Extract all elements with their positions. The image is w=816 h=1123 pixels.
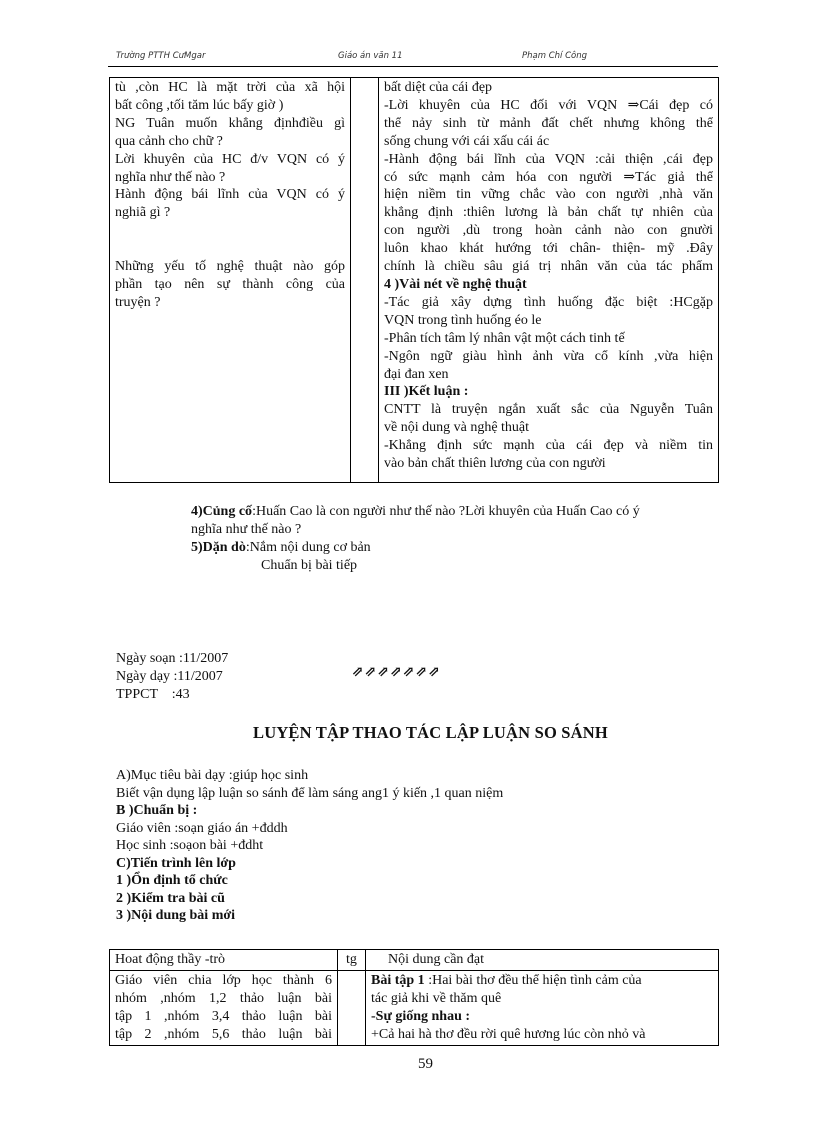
- table1-right-line: vào bản chất thiên lương của con người: [384, 456, 606, 472]
- exercise-title: Bài tập 1: [371, 972, 425, 988]
- table1-left-line: nghĩa như thế nào ?: [115, 169, 226, 185]
- consolidation-block: [191, 503, 721, 574]
- lesson-sections: [116, 767, 716, 925]
- table1-right-line: đại đan xen: [384, 366, 449, 382]
- table1-activity-cell: [110, 78, 351, 483]
- table1-right-line: VQN trong tình huống éo le: [384, 312, 542, 328]
- table1-right-line: khẳng định :thiên lương là bản chất tự nhiên của: [384, 205, 713, 221]
- consolidation-label: 4)Củng cố: [191, 504, 253, 519]
- table1-right-line: con người ,dù trong hoàn cảnh nào con gnười: [384, 223, 713, 239]
- consolidation-text: :Huấn Cao là con người như thế nào ?Lời khuyên của Huấn Cao có ý: [252, 504, 640, 519]
- table2-left-line: nhóm ,nhóm 1,2 thảo luận bài: [115, 990, 332, 1006]
- table1-right-line: CNTT là truyện ngắn xuất sắc của Nguyễn Tuân: [384, 402, 713, 418]
- table1-left-line: NG Tuân muốn khẳng địnhđiều gì: [115, 115, 345, 131]
- section-heading: 3 )Nội dung bài mới: [116, 908, 235, 923]
- table2-right-heading: -Sự giống nhau :: [371, 1008, 471, 1024]
- section-line: Học sinh :soạon bài +đdht: [116, 838, 264, 853]
- table2-left-line: tập 2 ,nhóm 5,6 thảo luận bài: [115, 1026, 332, 1042]
- table1-content-cell: [379, 78, 719, 483]
- table1-left-line: Lời khuyên của HC đ/v VQN có ý: [115, 151, 345, 167]
- table1-right-line: -Khẳng định sức mạnh của cái đẹp và niềm tin: [384, 438, 713, 454]
- table1-right-line: có sức mạnh cảm hóa con người ⇒Tác giả thể: [384, 169, 713, 185]
- table1-left-line: Những yếu tố nghệ thuật nào góp: [115, 259, 345, 275]
- header-rule: [108, 66, 718, 67]
- table1-left-line: phần tạo nên sự thành công của: [115, 276, 345, 292]
- table1-right-line: bất diệt của cái đẹp: [384, 80, 493, 95]
- homework-label: 5)Dặn dò: [191, 540, 246, 555]
- table2-left-line: Giáo viên chia lớp học thành 6: [115, 972, 332, 988]
- homework-text: :Nắm nội dung cơ bản: [245, 540, 371, 555]
- table1-right-line: -Phân tích tâm lý nhân vật một cách tinh tế: [384, 330, 625, 346]
- section-line: Biết vận dụng lập luận so sánh để làm sáng ang1 ý kiến ,1 quan niệm: [116, 785, 504, 801]
- section-heading: C)Tiến trình lên lớp: [116, 855, 236, 871]
- table1-right-line: sống chung với cái xấu cái ác: [384, 133, 550, 149]
- table1-right-line: -Hành động bái lĩnh của VQN :cải thiện ,cái đẹp: [384, 151, 713, 167]
- table1-right-line: -Lời khuyên của HC đối với VQN ⇒Cái đẹp có: [384, 97, 713, 113]
- table2-activity-cell: [110, 970, 338, 1045]
- table1-right-line: -Tác giả xây dựng tình huống đặc biệt :HCgặp: [384, 294, 713, 310]
- decorative-arrows: ⇗⇗⇗⇗⇗⇗⇗: [352, 665, 442, 680]
- table1-right-line: thể nảy sinh từ mảnh đất chết nhưng không thể: [384, 115, 713, 131]
- table1-left-line: qua cảnh cho chữ ?: [115, 133, 223, 149]
- table2-header-activity: Hoat động thầy -trò: [110, 950, 338, 971]
- lesson-table: [109, 949, 719, 1046]
- lesson-title: LUYỆN TẬP THAO TÁC LẬP LUẬN SO SÁNH: [253, 723, 608, 742]
- header-school: Trường PTTH CưMgar: [116, 51, 206, 61]
- table1-right-line: luôn khao khát hướng tới chân- thiện- mỹ .Đây: [384, 241, 713, 257]
- header-teacher: Phạm Chí Công: [522, 51, 588, 61]
- table1-right-line: về nội dung và nghệ thuật: [384, 420, 530, 436]
- lesson-table-continued: [109, 77, 719, 483]
- table2-header-time: tg: [338, 950, 366, 971]
- section-heading: B )Chuẩn bị :: [116, 803, 198, 818]
- table2-right-line: tác giả khi về thăm quê: [371, 990, 502, 1006]
- table1-right-heading: 4 )Vài nét về nghệ thuật: [384, 276, 527, 292]
- prep-date: Ngày soạn :11/2007: [116, 651, 229, 666]
- table1-left-line: bất công ,tối tăm lúc bấy giờ ): [115, 97, 284, 113]
- section-heading: 1 )Ổn định tổ chức: [116, 873, 228, 888]
- table1-left-line: truyện ?: [115, 294, 161, 310]
- table1-right-line: -Ngôn ngữ giàu hình ảnh vừa cổ kính ,vừa hiện: [384, 348, 713, 364]
- section-line: Giáo viên :soạn giáo án +đddh: [116, 820, 288, 836]
- page-number: 59: [418, 1056, 433, 1072]
- table1-time-cell: [351, 78, 379, 483]
- table1-right-heading: III )Kết luận :: [384, 384, 469, 400]
- table2-left-line: tập 1 ,nhóm 3,4 thảo luận bài: [115, 1008, 332, 1024]
- table1-left-line: Hành động bái lĩnh của VQN có ý: [115, 187, 345, 203]
- table1-right-line: hiện niềm tin vững chắc vào con người ,nhà văn: [384, 187, 713, 203]
- table1-left-line: tù ,còn HC là mặt trời của xã hội: [115, 80, 345, 95]
- table1-left-line: nghiã gì ?: [115, 205, 171, 221]
- homework-text-cont: Chuẩn bị bài tiếp: [261, 557, 358, 573]
- consolidation-text-cont: nghĩa như thế nào ?: [191, 521, 302, 537]
- exercise-title-rest: :Hai bài thơ đều thể hiện tình cảm của: [428, 972, 642, 988]
- teach-date: Ngày dạy :11/2007: [116, 669, 223, 684]
- section-heading: 2 )Kiểm tra bài cũ: [116, 890, 225, 906]
- table2-time-cell: [338, 970, 366, 1045]
- header-subject: Giáo án văn 11: [338, 51, 403, 61]
- table2-header-content: Nội dung cần đạt: [366, 950, 719, 971]
- ppct: TPPCT :43: [116, 687, 190, 702]
- table2-right-line: +Cả hai hà thơ đều rời quê hương lúc còn nhỏ và: [371, 1026, 646, 1042]
- table1-right-line: chính là chiều sâu giá trị nhân văn của tác phẩm: [384, 259, 713, 275]
- table2-content-cell: [366, 970, 719, 1045]
- section-line: A)Mục tiêu bài dạy :giúp học sinh: [116, 768, 309, 783]
